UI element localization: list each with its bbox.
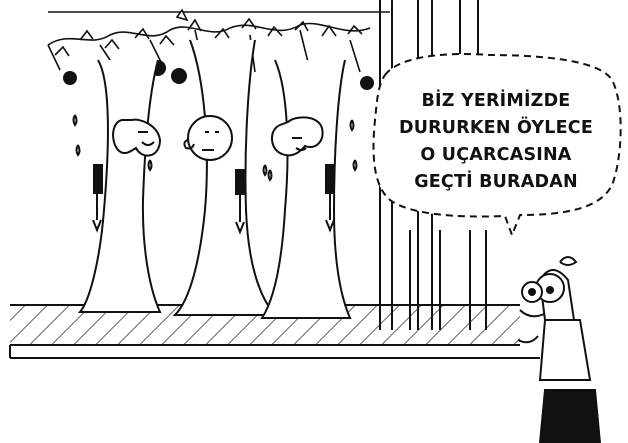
peeking-kid: [518, 257, 600, 443]
crying-tree-left: [74, 60, 161, 312]
speech-bubble-text: [378, 88, 614, 196]
speech-line: BİZ YERİMİZDE: [421, 91, 571, 111]
apple: [171, 68, 187, 84]
speech-line: DURURKEN ÖYLECE: [399, 118, 593, 138]
apple: [360, 76, 374, 90]
speech-line: GEÇTİ BURADAN: [414, 172, 578, 192]
speech-line: O UÇARCASINA: [420, 145, 572, 165]
crying-tree-right: [262, 60, 357, 318]
tree-center: [175, 40, 275, 315]
apple: [63, 71, 77, 85]
